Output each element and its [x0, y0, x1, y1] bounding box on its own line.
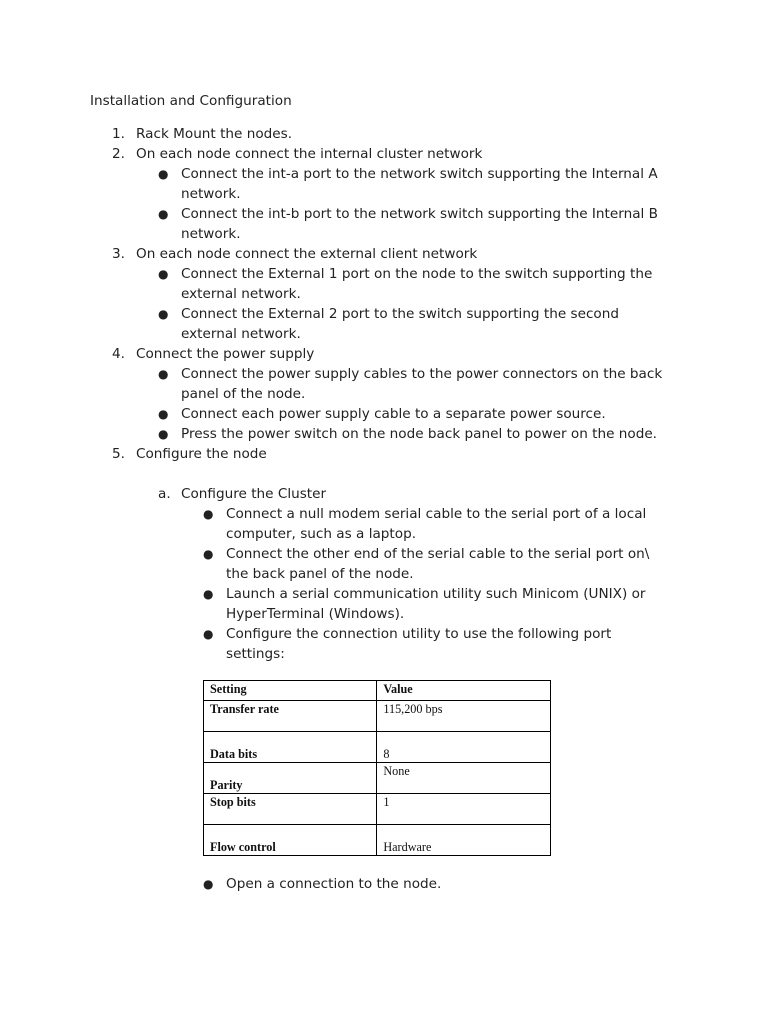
substep-bullets — [181, 504, 768, 664]
bullet-icon: ● — [203, 507, 214, 521]
bullet-text: Press the power switch on the node back panel to power on the node. — [181, 426, 658, 442]
list-item — [136, 164, 768, 204]
step-text: Connect the power supply — [136, 346, 315, 362]
table-cell-value: Hardware — [377, 825, 551, 856]
list-item — [136, 204, 768, 244]
bullet-text: Connect a null modem serial cable to the serial port of a local computer, such as a laptop. — [226, 506, 647, 542]
list-item — [181, 544, 768, 584]
table-cell-setting: Flow control — [204, 825, 377, 856]
bullet-text: Connect the other end of the serial cable to the serial port on\ the back panel of the node. — [226, 546, 650, 582]
step-text: On each node connect the external client network — [136, 246, 478, 262]
list-item — [181, 624, 768, 664]
substep-a — [136, 484, 768, 664]
step-text: On each node connect the internal cluster network — [136, 146, 483, 162]
table-cell-value: 115,200 bps — [377, 701, 551, 732]
bullet-text: Connect each power supply cable to a separate power source. — [181, 406, 606, 422]
steps-list — [0, 124, 768, 664]
step-2 — [0, 144, 768, 244]
bullet-text: Connect the int-a port to the network switch supporting the Internal A network. — [181, 166, 658, 202]
table-cell-setting: Data bits — [204, 732, 377, 763]
bullet-icon: ● — [203, 627, 214, 641]
bullet-icon: ● — [203, 587, 214, 601]
step-number: 5. — [112, 446, 125, 462]
step-number: 4. — [112, 346, 125, 362]
bullet-icon: ● — [158, 427, 169, 441]
table-cell-setting: Stop bits — [204, 794, 377, 825]
step-3-bullets — [136, 264, 768, 344]
step-4-bullets — [136, 364, 768, 444]
step-number: 3. — [112, 246, 125, 262]
step-text: Configure the node — [136, 446, 267, 462]
step-3 — [0, 244, 768, 344]
step-5 — [0, 444, 768, 664]
step-number: 1. — [112, 126, 125, 142]
list-item — [136, 364, 768, 404]
step-4 — [0, 344, 768, 444]
list-item — [181, 504, 768, 544]
bullet-text: Connect the int-b port to the network switch supporting the Internal B network. — [181, 206, 658, 242]
bullet-icon: ● — [158, 267, 169, 281]
port-settings-table — [203, 680, 551, 856]
bullet-text: Connect the External 2 port to the switch supporting the second external network. — [181, 306, 619, 342]
table-header-cell: Setting — [204, 681, 377, 701]
step-2-bullets — [136, 164, 768, 244]
substep-label: a. — [158, 486, 171, 502]
step-1 — [0, 124, 768, 144]
table-row — [204, 701, 551, 732]
table-cell-setting: Parity — [204, 763, 377, 794]
table-header-row — [204, 681, 551, 701]
list-item — [181, 584, 768, 624]
bullet-icon: ● — [203, 547, 214, 561]
table-cell-setting: Transfer rate — [204, 701, 377, 732]
bullet-icon: ● — [158, 307, 169, 321]
table-row — [204, 825, 551, 856]
table-cell-value: 1 — [377, 794, 551, 825]
substep-text: Configure the Cluster — [181, 486, 327, 502]
bullet-icon: ● — [158, 407, 169, 421]
document-title: Installation and Configuration — [90, 93, 292, 109]
table-header-cell: Value — [377, 681, 551, 701]
table-row — [204, 794, 551, 825]
bullet-icon: ● — [158, 207, 169, 221]
list-item — [136, 264, 768, 304]
spacer — [136, 464, 768, 484]
table-cell-value: 8 — [377, 732, 551, 763]
bullet-icon: ● — [203, 877, 214, 891]
table-cell-value: None — [377, 763, 551, 794]
list-item — [136, 404, 768, 424]
list-item — [136, 424, 768, 444]
step-number: 2. — [112, 146, 125, 162]
bullet-icon: ● — [158, 367, 169, 381]
list-item — [136, 304, 768, 344]
table-row — [204, 763, 551, 794]
bullet-text: Configure the connection utility to use the following port settings: — [226, 626, 612, 662]
bullet-text: Connect the External 1 port on the node to the switch supporting the external network. — [181, 266, 653, 302]
bullet-text: Connect the power supply cables to the power connectors on the back panel of the node. — [181, 366, 663, 402]
bullet-text: Open a connection to the node. — [226, 876, 442, 892]
bullet-text: Launch a serial communication utility such Minicom (UNIX) or HyperTerminal (Windows). — [226, 586, 646, 622]
bullet-icon: ● — [158, 167, 169, 181]
step-text: Rack Mount the nodes. — [136, 126, 293, 142]
table-row — [204, 732, 551, 763]
